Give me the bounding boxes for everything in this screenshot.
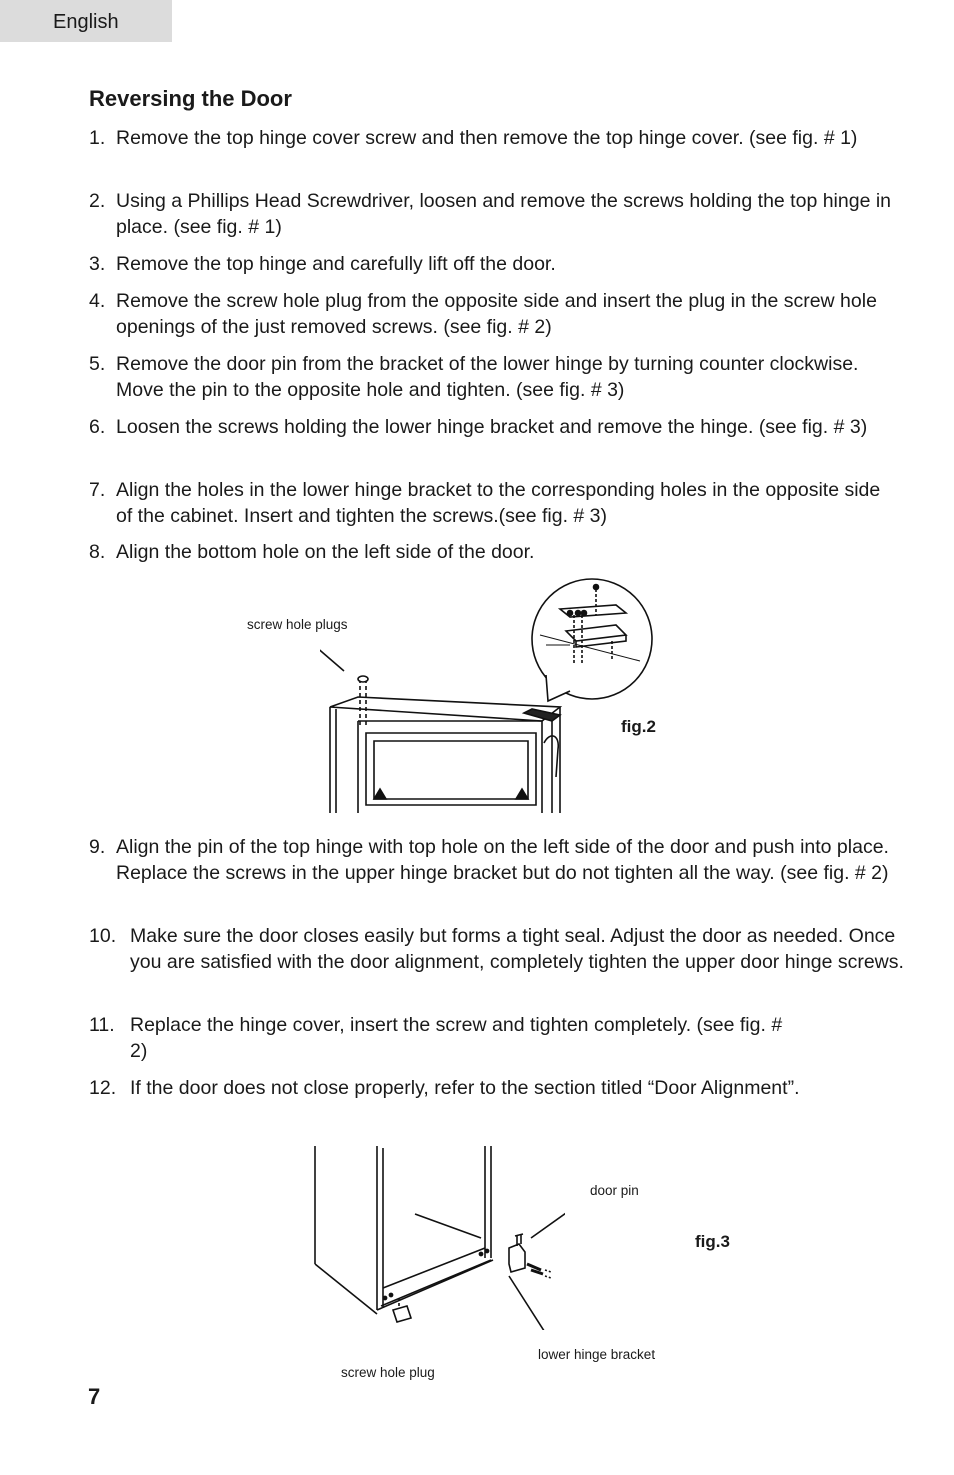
figure-3-illustration [305, 1140, 565, 1330]
step-text: Loosen the screws holding the lower hinge bracket and remove the hinge. (see fig. # 3) [116, 416, 868, 438]
step-text: Remove the door pin from the bracket of the lower hinge by turning counter clockwise. Move the pin to the opposite hole and tighten. (see fig. # 3) [116, 353, 859, 401]
step-number: 5. [89, 353, 106, 375]
step-text: Remove the top hinge and carefully lift off the door. [116, 253, 556, 275]
step-text: Remove the screw hole plug from the opposite side and insert the plug in the screw hole openings of the just removed screws. (see fig. # 2) [116, 290, 877, 338]
step-number: 4. [89, 290, 106, 312]
step-number: 6. [89, 416, 106, 438]
step-number: 2. [89, 190, 106, 212]
step-number: 7. [89, 479, 106, 501]
step-text: Remove the top hinge cover screw and then remove the top hinge cover. (see fig. # 1) [116, 127, 858, 149]
step-text: Align the pin of the top hinge with top hole on the left side of the door and push into place. Replace the screws in the upper hinge bracket but do not tighten all the way. (see fig. # 2) [116, 836, 889, 884]
step-number: 10. [89, 925, 117, 947]
callout-door-pin: door pin [590, 1183, 639, 1198]
list-item [89, 125, 891, 151]
step-number: 3. [89, 253, 106, 275]
list-item [89, 539, 891, 565]
section-title: Reversing the Door [89, 86, 292, 111]
step-number: 12. [89, 1077, 117, 1099]
figure-2-label: fig.2 [621, 717, 656, 736]
step-number: 11. [89, 1014, 115, 1036]
list-item [89, 251, 891, 277]
step-number: 9. [89, 836, 106, 858]
list-item [89, 1075, 830, 1101]
step-text: Align the bottom hole on the left side of the door. [116, 541, 535, 563]
step-text: Replace the hinge cover, insert the screw and tighten completely. (see fig. # 2) [130, 1014, 783, 1062]
callout-screw-hole-plug: screw hole plug [341, 1365, 435, 1380]
figure-3-label: fig.3 [695, 1232, 730, 1251]
step-text: If the door does not close properly, refer to the section titled “Door Alignment”. [130, 1077, 800, 1099]
step-text: Align the holes in the lower hinge bracket to the corresponding holes in the opposite side of the cabinet. Insert and tighten the screws.(see fig. # 3) [116, 479, 881, 527]
list-item [89, 923, 905, 975]
step-text: Make sure the door closes easily but forms a tight seal. Adjust the door as needed. Once you are satisfied with the door alignment, completely tighten the upper door hinge screws. [130, 925, 904, 973]
step-number: 1. [89, 127, 106, 149]
callout-lower-hinge-bracket: lower hinge bracket [538, 1347, 656, 1362]
list-item [89, 414, 891, 440]
page-number: 7 [88, 1384, 101, 1409]
list-item [89, 288, 891, 340]
list-item [89, 351, 891, 403]
step-text: Using a Phillips Head Screwdriver, loosen and remove the screws holding the top hinge in place. (see fig. # 1) [116, 190, 892, 238]
list-item [89, 477, 891, 529]
language-tab: English [0, 0, 172, 42]
list-item [89, 834, 891, 886]
step-number: 8. [89, 541, 106, 563]
figure-2-illustration [320, 575, 660, 815]
list-item [89, 188, 891, 240]
callout-screw-hole-plugs: screw hole plugs [247, 617, 348, 632]
list-item [89, 1012, 790, 1064]
